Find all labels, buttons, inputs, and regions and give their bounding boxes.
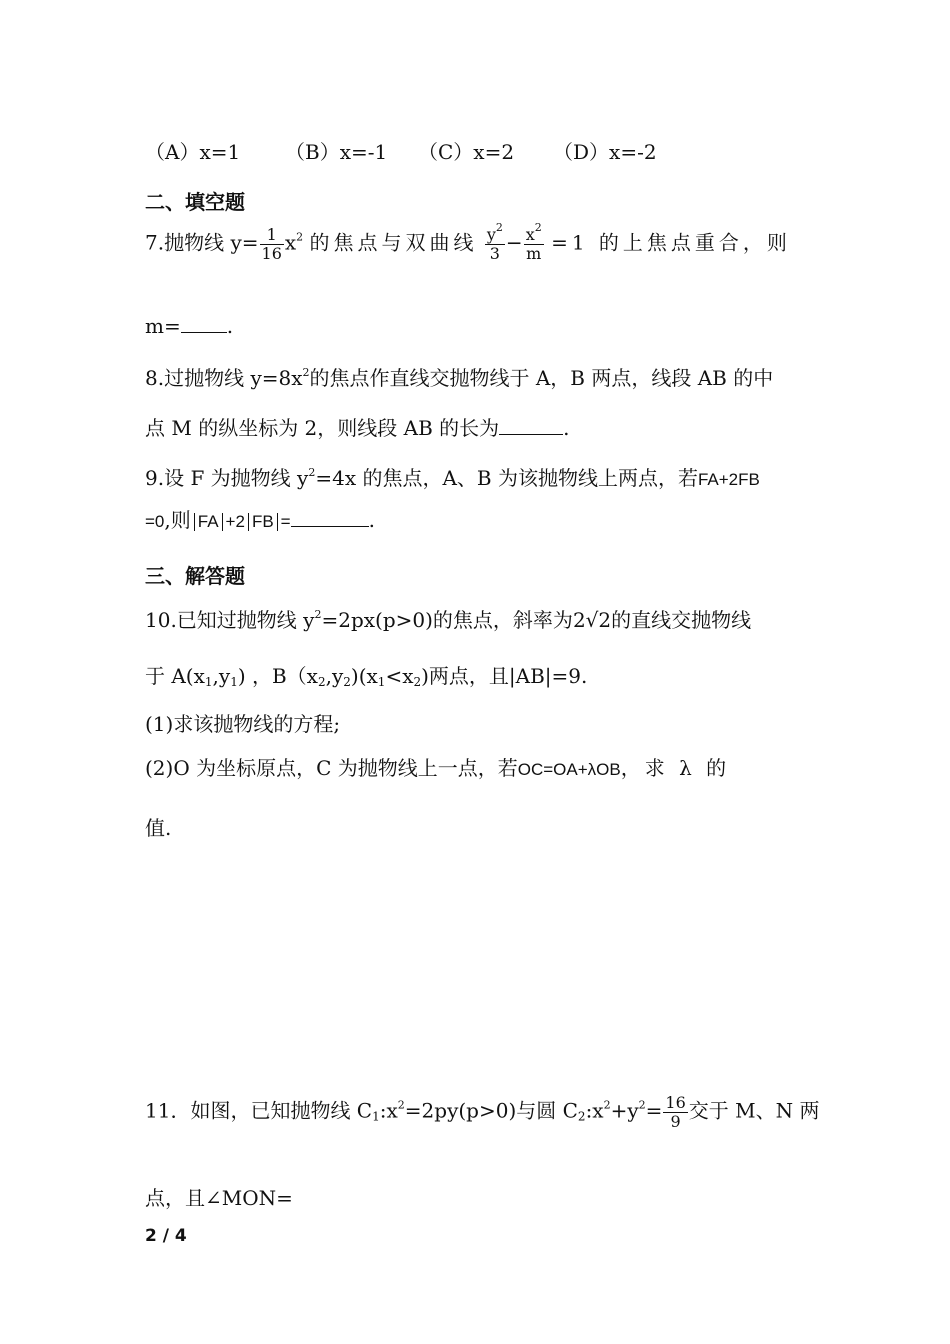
q7-number: 7. (145, 230, 165, 255)
q11-text-7: 交于 M、N 两 (688, 1098, 820, 1123)
q7-text-2: 的焦点与双曲线 (309, 230, 478, 255)
question-9-line-2 (145, 504, 375, 533)
q7-h-den2: m (526, 243, 542, 263)
q9-text-2: =4x 的焦点，A、B 为该抛物线上两点，若 (315, 466, 698, 490)
q9-fb: FB (251, 512, 274, 531)
choice-c: （C）x=2 (418, 140, 515, 164)
choice-a: （A）x=1 (145, 140, 241, 164)
q7-hyperbola-frac-2 (524, 221, 544, 263)
q9-abs-bar (222, 513, 223, 531)
page-number: 2 / 4 (145, 1226, 187, 1246)
q7-text-3: =1 的上焦点重合，则 (551, 230, 791, 255)
q11-text-5: +y (610, 1098, 639, 1123)
q9-fa: FA (197, 512, 219, 531)
q8-exp: 2 (302, 366, 310, 379)
q10-text-3: 的直线交抛物线 (611, 608, 752, 632)
q8-text-1: 8.过抛物线 y=8x (145, 366, 303, 390)
question-8-line-2 (145, 412, 570, 441)
q11-text-6: = (645, 1098, 663, 1123)
q10-exp: 2 (314, 608, 322, 621)
q7-end: . (226, 314, 234, 338)
q11-exp: 2 (638, 1098, 646, 1112)
question-9-line-1 (145, 462, 760, 491)
question-7-line-2 (145, 314, 233, 338)
q11-text-2: :x (379, 1098, 398, 1123)
q10-l2-d: ,y (325, 664, 344, 688)
q10-p2-text-2: ，求 λ 的 (620, 756, 731, 780)
question-8-line-1 (145, 362, 773, 391)
q10-text-1: 10.已知过抛物线 y (145, 608, 315, 632)
choice-d: （D）x=-2 (553, 140, 657, 164)
section-heading-fill-in: 二、填空题 (145, 190, 245, 214)
q10-sub: 1 (230, 675, 238, 689)
q10-l2-c: ) ，B（x (237, 664, 318, 688)
q7-frac-den: 16 (261, 243, 282, 263)
q9-answer-blank (291, 510, 369, 527)
q7-m-label: m= (145, 314, 181, 338)
q9-exp: 2 (308, 466, 316, 479)
q11-text-4: :x (585, 1098, 604, 1123)
q11-sub: 1 (372, 1109, 380, 1124)
q7-h-exp2: 2 (534, 221, 542, 234)
q8-text-3: 点 M 的纵坐标为 2，则线段 AB 的长为 (145, 416, 500, 440)
q10-l2-b: ,y (212, 664, 231, 688)
q7-h-num2: x (525, 225, 535, 244)
q11-exp: 2 (603, 1098, 611, 1112)
q10-l2-e: )(x (350, 664, 378, 688)
q11-frac-num: 16 (665, 1093, 686, 1112)
q9-vector-expr: FA+2FB (697, 470, 760, 489)
q10-sub: 1 (377, 675, 386, 689)
q7-frac-num: 1 (260, 226, 284, 245)
q9-equals: = (280, 512, 291, 531)
question-11-line-1 (145, 1094, 819, 1130)
q10-l2-a: 于 A(x (145, 664, 205, 688)
q10-text-2: =2px(p>0)的焦点，斜率为 (321, 608, 573, 632)
question-10-line-2 (145, 660, 587, 689)
q10-l2-g: )两点，且|AB|=9. (421, 664, 588, 688)
question-10-line-1 (145, 604, 751, 633)
q11-text-3: =2py(p>0)与圆 C (404, 1098, 578, 1123)
q9-end: . (368, 508, 375, 532)
q7-var: x (284, 230, 297, 255)
q10-slope-root: √2 (585, 608, 612, 632)
question-7-line-1 (145, 221, 791, 263)
q10-l2-f: <x (385, 664, 414, 688)
q9-abs-bar (194, 513, 195, 531)
q10-slope-coef: 2 (572, 608, 586, 632)
q7-h-num1: y (486, 225, 496, 244)
q8-end: . (563, 416, 570, 440)
q7-hyperbola-frac-1 (485, 221, 505, 263)
q7-text: 抛物线 y= (164, 230, 259, 255)
q10-sub: 2 (413, 675, 422, 689)
section-heading-solutions: 三、解答题 (145, 564, 245, 588)
q10-sub: 2 (317, 675, 326, 689)
q9-abs-bar (277, 513, 278, 531)
q9-plus-two: +2 (225, 512, 245, 531)
q11-exp: 2 (397, 1098, 405, 1112)
q9-zero-vector: =0 (145, 512, 165, 531)
choice-b: （B）x=-1 (285, 140, 388, 164)
q8-text-2: 的焦点作直线交抛物线于 A，B 两点，线段 AB 的中 (309, 366, 774, 390)
q9-text-1: 9.设 F 为抛物线 y (145, 466, 309, 490)
question-11-line-2: 点，且∠MON= (145, 1186, 293, 1210)
q11-text-1: 11．如图，已知抛物线 C (145, 1098, 373, 1123)
q8-answer-blank (499, 418, 563, 435)
q7-h-den1: 3 (489, 243, 500, 263)
question-10-part-2 (145, 752, 730, 781)
q7-h-exp1: 2 (495, 221, 503, 234)
q7-answer-blank (181, 316, 227, 333)
q11-frac-den: 9 (670, 1111, 681, 1131)
q7-minus: − (505, 230, 523, 255)
q11-fraction (663, 1094, 687, 1130)
q10-vector-expr: OC=OA+λOB (517, 760, 621, 779)
q7-exp: 2 (296, 230, 304, 244)
q9-then: ,则 (164, 508, 191, 532)
q11-sub: 2 (577, 1109, 586, 1124)
q10-sub: 1 (204, 675, 213, 689)
q9-abs-bar (248, 513, 249, 531)
question-10-part-2-end: 值. (145, 816, 172, 840)
q10-p2-text: (2)O 为坐标原点，C 为抛物线上一点，若 (145, 756, 518, 780)
q10-sub: 2 (343, 675, 351, 689)
question-10-part-1: (1)求该抛物线的方程; (145, 712, 341, 736)
q7-fraction (260, 226, 284, 262)
